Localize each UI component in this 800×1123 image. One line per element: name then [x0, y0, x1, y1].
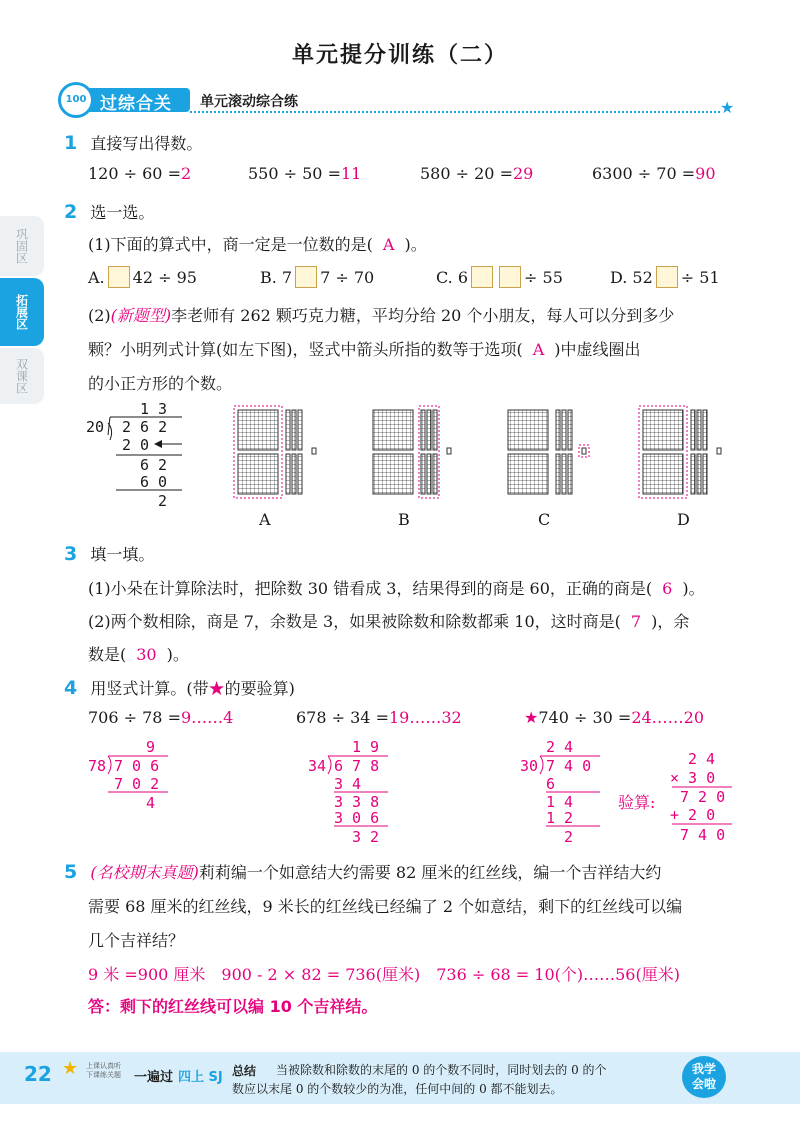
- q1-number: 1: [64, 132, 78, 154]
- q3-part2-answer: 7: [630, 612, 642, 631]
- figure-d: [639, 406, 721, 498]
- page-title: 单元提分训练（二）: [291, 43, 508, 68]
- q1-item-4: 6300 ÷ 70 =90: [592, 164, 716, 183]
- q5-line-2: 需要 68 厘米的红丝线，9 米长的红丝线已经编了 2 个如意结，剩下的红丝线可以编: [88, 897, 683, 916]
- q2-figures: [230, 400, 730, 510]
- star-icon: ★: [720, 98, 735, 117]
- q4-item-2: 678 ÷ 34 =19……32: [296, 708, 462, 727]
- star-mascot-icon: ★: [62, 1058, 79, 1079]
- q4-item-3: ★740 ÷ 30 =24……20: [524, 708, 705, 727]
- q4-check-multiplication: 2 4 × 3 0 7 2 0 + 2 0 7 4 0: [670, 750, 726, 844]
- q2-part2-answer: A: [532, 340, 545, 359]
- blank-box: [295, 266, 317, 288]
- new-type-tag: (新题型): [110, 306, 172, 325]
- q2-stem: 选一选。: [90, 203, 155, 222]
- figure-label-c: C: [538, 510, 551, 529]
- grade-label: 四上 SJ: [178, 1070, 223, 1085]
- q2-part2-line3: 的小正方形的个数。: [88, 374, 233, 393]
- q2-part1-answer: A: [382, 235, 395, 254]
- q4-division-1: 9 78 7 0 6 7 0 2 4: [88, 738, 160, 812]
- division-lines: [86, 400, 186, 510]
- q4-number: 4: [64, 677, 78, 699]
- blank-box: [499, 266, 521, 288]
- side-tab-2[interactable]: 拓展区: [0, 278, 44, 346]
- q1-stem-line: [64, 131, 202, 154]
- q1-stem: 直接写出得数。: [90, 134, 203, 153]
- section-banner: [60, 88, 740, 117]
- q3-number: 3: [64, 543, 78, 565]
- q5-line-3: 几个吉祥结？: [88, 931, 185, 950]
- figure-a: [234, 406, 316, 498]
- blank-box: [108, 266, 130, 288]
- q5-number: 5: [64, 861, 78, 883]
- blank-box: [656, 266, 678, 288]
- figure-c: [508, 410, 589, 494]
- figure-label-b: B: [398, 510, 410, 529]
- q2-option-a: A. 42 ÷ 95: [88, 268, 197, 287]
- q4-check-label: 验算:: [618, 793, 656, 812]
- q1-item-2: 550 ÷ 50 =11: [248, 164, 362, 183]
- q4-stem: 用竖式计算。(带: [90, 679, 209, 698]
- q1-item-3: 580 ÷ 20 =29: [420, 164, 534, 183]
- q3-part1: (1)小朵在计算除法时，把除数 30 错看成 3，结果得到的商是 60，正确的商是( 6 )。: [88, 579, 705, 598]
- blank-box: [471, 266, 493, 288]
- q5-solution: 9 米 =900 厘米 900 - 2 × 82 = 736(厘米) 736 ÷ 68 = 10(个)……56(厘米): [88, 965, 680, 984]
- summary-text: 当被除数和除数的末尾的 0 的个数不同时，同时划去的 0 的个 数应以末尾 0 的个数较少的为准，任何中间的 0 都不能划去。: [232, 1063, 607, 1096]
- side-tab-3[interactable]: 双课区: [0, 348, 44, 404]
- figure-label-d: D: [677, 510, 690, 529]
- figure-label-a: A: [259, 510, 271, 529]
- q4-division-3: 2 4 30 7 4 0 6 1 4 1 2 2: [520, 738, 592, 846]
- page-number: 22: [24, 1062, 52, 1086]
- q2-option-c: C. 6 ÷ 55: [436, 268, 563, 287]
- q3-part3-answer: 30: [136, 645, 157, 664]
- q4-stem-line: 4 用竖式计算。(带★的要验算): [64, 677, 295, 699]
- exam-tag: (名校期末真题): [90, 863, 199, 882]
- q3-stem-line: [64, 542, 154, 565]
- banner-subtitle: 单元滚动综合练: [200, 94, 298, 110]
- q5-line-1: 5 (名校期末真题)莉莉编一个如意结大约需要 82 厘米的红丝线，编一个吉祥结大约: [64, 861, 662, 883]
- q4-division-2: 1 9 34 6 7 8 3 4 3 3 8 3 0 6 3 2: [308, 738, 380, 846]
- q5-answer: 答：剩下的红丝线可以编 10 个吉祥结。: [88, 997, 378, 1016]
- q2-option-b: B. 7 7 ÷ 70: [260, 268, 375, 287]
- q3-part3: 数是( 30 )。: [88, 645, 189, 664]
- q2-long-division: 20 1 3 2 6 2 2 0 6 2 6 0 2: [86, 400, 186, 510]
- side-tab-1[interactable]: 巩固区: [0, 216, 44, 276]
- figure-b: [373, 406, 451, 498]
- q2-part2-line2: 颗？小明列式计算(如左下图)，竖式中箭头所指的数等于选项( A )中虚线圈出: [88, 340, 641, 359]
- q3-part2: (2)两个数相除，商是 7，余数是 3，如果被除数和除数都乘 10，这时商是( 7 )，余: [88, 612, 690, 631]
- learned-logo: 我学 会啦: [682, 1056, 726, 1098]
- footer-slogan: 上课认真听 下课练关题: [86, 1062, 121, 1079]
- q4-item-1: 706 ÷ 78 =9……4: [88, 708, 234, 727]
- summary-label: 总结: [232, 1064, 257, 1078]
- star-icon: ★: [524, 708, 539, 727]
- q2-part2-line1: (2)(新题型)李老师有 262 颗巧克力糖，平均分给 20 个小朋友，每人可以分到多少: [88, 306, 675, 325]
- badge-100-icon: 100: [58, 82, 94, 118]
- q1-item-1: 120 ÷ 60 =2: [88, 164, 192, 183]
- banner-label: 过综合关: [100, 94, 172, 114]
- q2-part1: (1)下面的算式中，商一定是一位数的是( A )。: [88, 235, 427, 254]
- q2-number: 2: [64, 201, 78, 223]
- q2-option-d: D. 52 ÷ 51: [610, 268, 720, 287]
- q3-part1-answer: 6: [662, 579, 673, 598]
- brand-name: 一遍过: [134, 1070, 174, 1085]
- star-icon: ★: [208, 679, 225, 698]
- q3-stem: 填一填。: [90, 545, 155, 564]
- banner-divider: [190, 111, 720, 113]
- q2-stem-line: [64, 200, 154, 223]
